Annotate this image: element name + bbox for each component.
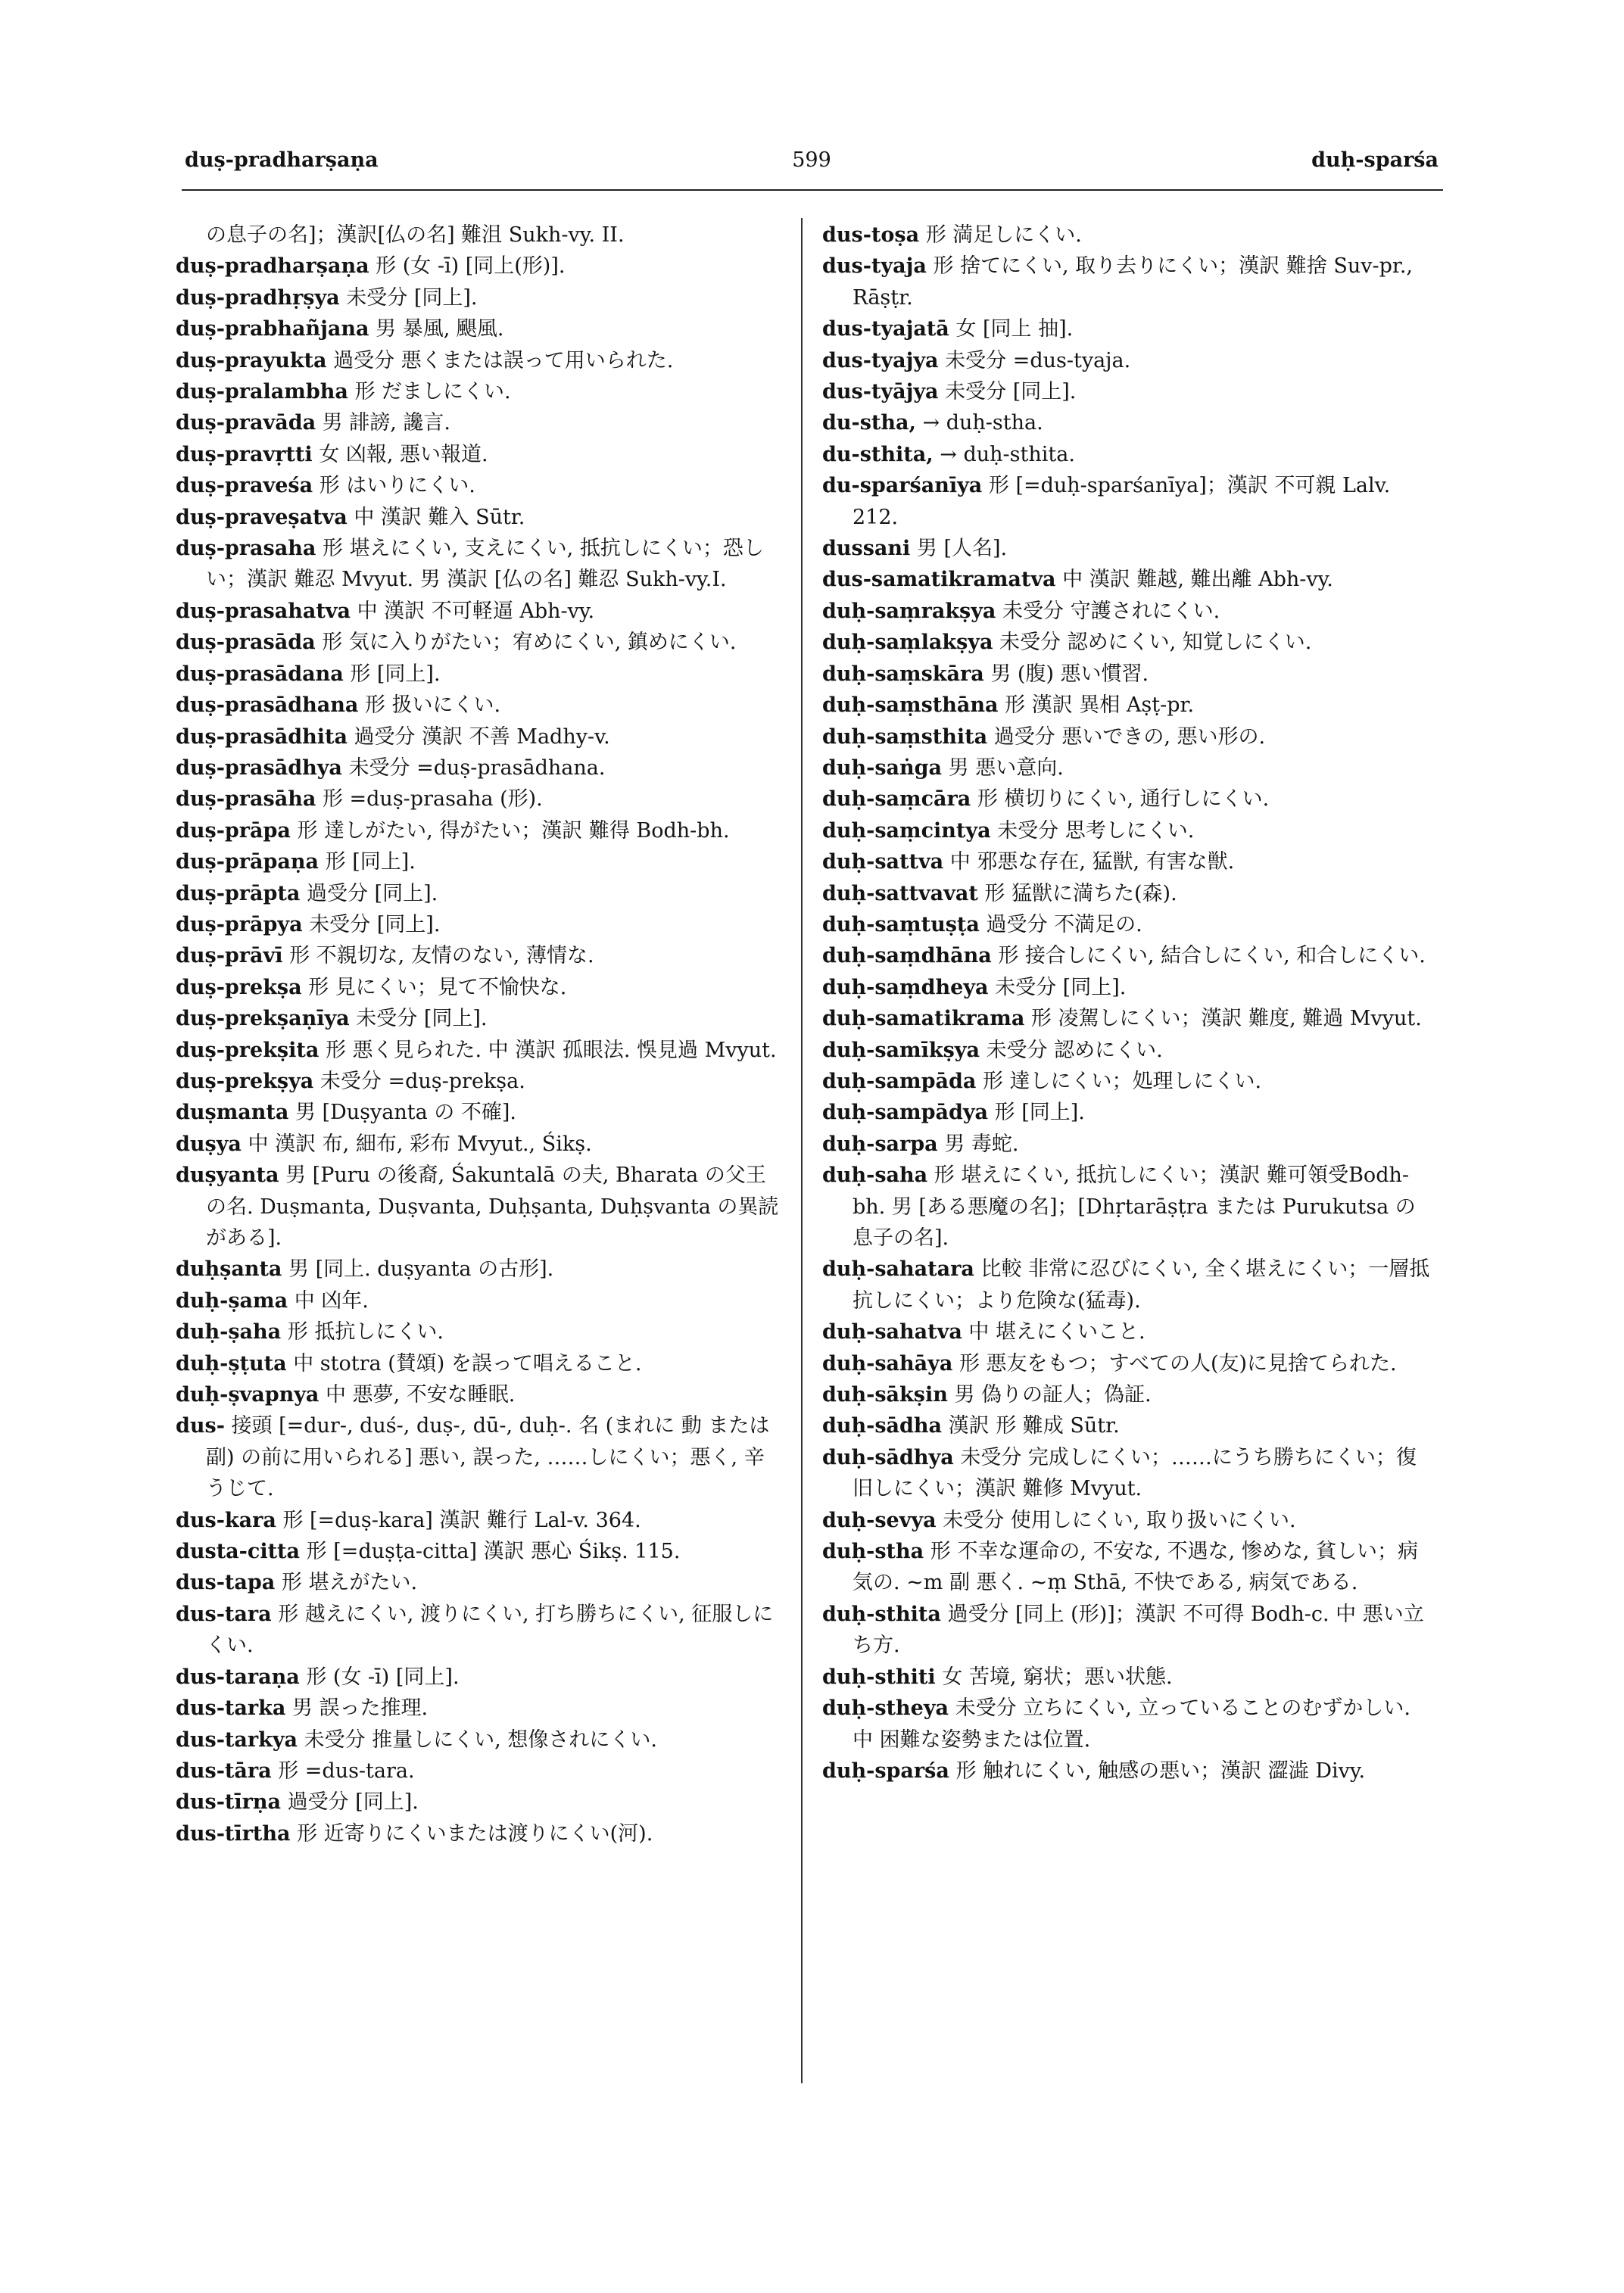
entry-definition: 未受分 [同上]. bbox=[945, 380, 1077, 404]
entry-headword: duṣ-praveśa bbox=[176, 474, 313, 498]
entry-headword: duṣ-prasaha bbox=[176, 537, 316, 561]
dictionary-entry bbox=[176, 1160, 784, 1254]
dictionary-entry bbox=[176, 1285, 784, 1316]
dictionary-entry bbox=[176, 878, 784, 909]
entry-headword: duṣ-prasādhana bbox=[176, 693, 359, 718]
entry-headword: duḥ-sahāya bbox=[822, 1351, 953, 1375]
entry-headword: duḥ-sākṣin bbox=[822, 1383, 948, 1407]
entry-definition: 形 不幸な運命の, 不安な, 不遇な, 惨めな, 貧しい；病気の. ~m 副 悪く. ~ṃ Sthā, 不快である, 病気である. bbox=[853, 1540, 1418, 1595]
entry-headword: dusta-citta bbox=[176, 1540, 301, 1564]
entry-headword: duḥ-ṣama bbox=[176, 1288, 288, 1313]
entry-headword: duṣya bbox=[176, 1132, 242, 1156]
entry-definition: 形 気に入りがたい；宥めにくい, 鎮めにくい. bbox=[322, 631, 737, 655]
left-column bbox=[176, 220, 784, 1849]
entry-headword: duṣ-prayukta bbox=[176, 348, 327, 372]
entry-headword: dus-tarka bbox=[176, 1696, 286, 1721]
entry-headword: duḥ-saṃdheya bbox=[822, 975, 989, 999]
entry-headword: duḥ-saṃlakṣya bbox=[822, 631, 993, 655]
entry-definition: 未受分 認めにくい, 知覚しにくい. bbox=[999, 631, 1312, 655]
dictionary-entry bbox=[822, 596, 1435, 627]
dictionary-entry bbox=[822, 251, 1435, 313]
dictionary-entry bbox=[176, 1567, 784, 1598]
dictionary-entry bbox=[822, 940, 1435, 971]
entry-definition: 形 はいりにくい. bbox=[319, 474, 475, 498]
entry-headword: duḥ-saṃtuṣṭa bbox=[822, 912, 980, 936]
entry-definition: 男 誤った推理. bbox=[291, 1696, 429, 1721]
entry-headword: duṣ-prāpta bbox=[176, 881, 301, 905]
entry-definition: 形 越えにくい, 渡りにくい, 打ち勝ちにくい, 征服しにくい. bbox=[206, 1602, 774, 1658]
entry-definition: 男 毒蛇. bbox=[944, 1132, 1019, 1156]
dictionary-entry bbox=[176, 784, 784, 815]
dictionary-entry bbox=[176, 1505, 784, 1536]
entry-headword: duṣ-prekṣa bbox=[176, 975, 302, 999]
dictionary-entry bbox=[822, 846, 1435, 877]
entry-headword: duḥ-saṃdhāna bbox=[822, 944, 992, 968]
entry-definition: 男 暴風, 颶風. bbox=[376, 317, 504, 341]
header-rule bbox=[182, 189, 1443, 191]
entry-headword: duḥ-stha bbox=[822, 1540, 924, 1564]
dictionary-entry bbox=[822, 564, 1435, 595]
entry-definition: 形 =dus-tara. bbox=[278, 1759, 415, 1783]
entry-headword: duḥ-sattvavat bbox=[822, 881, 978, 905]
entry-headword: duḥṣanta bbox=[176, 1257, 282, 1282]
dictionary-entry bbox=[822, 721, 1435, 752]
entry-headword: dus- bbox=[176, 1414, 225, 1438]
entry-definition: 女 凶報, 悪い報道. bbox=[319, 442, 488, 466]
entry-definition: 中 漢訳 不可軽逼 Abh-vy. bbox=[357, 599, 595, 623]
entry-definition: 中 邪悪な存在, 猛獣, 有害な獣. bbox=[949, 850, 1235, 874]
entry-headword: dus-kara bbox=[176, 1508, 276, 1532]
entry-definition: 形 達しがたい, 得がたい；漢訳 難得 Bodh-bh. bbox=[297, 818, 730, 843]
entry-definition: 女 苦境, 窮状；悪い状態. bbox=[942, 1665, 1173, 1689]
running-head-right: duḥ-sparśa bbox=[1311, 148, 1439, 172]
entry-definition: → duḥ-stha. bbox=[922, 411, 1043, 435]
dictionary-entry bbox=[176, 282, 784, 313]
dictionary-entry bbox=[822, 1599, 1435, 1662]
entry-headword: duḥ-ṣaha bbox=[176, 1320, 282, 1344]
entry-definition: 形 [=duḥ-sparśanīya]；漢訳 不可親 Lalv. 212. bbox=[853, 474, 1391, 529]
dictionary-entry bbox=[822, 220, 1435, 251]
entry-headword: dus-tīrṇa bbox=[176, 1790, 281, 1815]
dictionary-entry bbox=[822, 1379, 1435, 1410]
dictionary-entry bbox=[822, 1003, 1435, 1034]
dictionary-entry bbox=[176, 1003, 784, 1034]
dictionary-entry bbox=[822, 407, 1435, 438]
entry-headword: duṣ-prekṣya bbox=[176, 1069, 314, 1093]
entry-definition: 男 [人名]. bbox=[916, 537, 1008, 561]
dictionary-entry bbox=[822, 376, 1435, 407]
dictionary-entry bbox=[176, 1693, 784, 1724]
entry-headword: duḥ-saṅga bbox=[822, 756, 943, 780]
dictionary-entry bbox=[176, 627, 784, 658]
entry-headword: dus-tyajatā bbox=[822, 317, 949, 341]
entry-headword: duṣ-pradhṛṣya bbox=[176, 285, 340, 310]
dictionary-entry bbox=[822, 439, 1435, 470]
dictionary-entry bbox=[176, 972, 784, 1003]
dictionary-entry bbox=[176, 533, 784, 596]
entry-definition: 未受分 完成しにくい；……にうち勝ちにくい；復旧しにくい；漢訳 難修 Mvyut. bbox=[853, 1445, 1417, 1501]
dictionary-entry bbox=[176, 251, 784, 282]
running-head-left: duṣ-pradharṣaṇa bbox=[185, 148, 379, 172]
entry-definition: 形 堪えがたい. bbox=[281, 1571, 418, 1595]
entry-definition: 中 漢訳 難越, 難出離 Abh-vy. bbox=[1062, 568, 1333, 592]
entry-definition: 未受分 =dus-tyaja. bbox=[945, 348, 1131, 372]
dictionary-entry bbox=[822, 1505, 1435, 1536]
entry-definition: 男 偽りの証人；偽証. bbox=[954, 1383, 1152, 1407]
entry-headword: duṣ-prekṣaṇīya bbox=[176, 1007, 350, 1031]
dictionary-entry bbox=[176, 345, 784, 376]
dictionary-entry bbox=[176, 690, 784, 721]
entry-headword: dus-tara bbox=[176, 1602, 272, 1626]
entry-definition: 中 凶年. bbox=[294, 1288, 369, 1313]
entry-definition: 形 横切りにくい, 通行しにくい. bbox=[977, 787, 1270, 812]
entry-headword: duḥ-sattva bbox=[822, 850, 944, 874]
entry-definition: 形 捨てにくい, 取り去りにくい；漢訳 難捨 Suv-pr., Rāṣṭr. bbox=[853, 254, 1414, 310]
entry-headword: duṣ-pravṛtti bbox=[176, 442, 313, 466]
dictionary-entry bbox=[176, 1066, 784, 1097]
entry-definition: 未受分 思考しにくい. bbox=[997, 818, 1195, 843]
dictionary-entry bbox=[176, 1254, 784, 1285]
entry-headword: duṣ-prāpa bbox=[176, 818, 291, 843]
dictionary-entry bbox=[176, 1348, 784, 1379]
dictionary-entry bbox=[176, 721, 784, 752]
entry-definition: 未受分 [同上]. bbox=[356, 1007, 488, 1031]
dictionary-entry bbox=[176, 220, 784, 251]
entry-definition: 比較 非常に忍びにくい, 全く堪えにくい；一層抵抗しにくい；より危険な(猛毒). bbox=[853, 1257, 1430, 1313]
entry-definition: 形 不親切な, 友情のない, 薄情な. bbox=[289, 944, 594, 968]
entry-definition: 過受分 不満足の. bbox=[986, 912, 1142, 936]
entry-headword: du-sparśanīya bbox=[822, 474, 983, 498]
entry-definition: 未受分 使用しにくい, 取り扱いにくい. bbox=[943, 1508, 1296, 1532]
entry-definition: 形 堪えにくい, 抵抗しにくい；漢訳 難可領受Bodh-bh. 男 [ある悪魔の名]；[Dhṛtarāṣṭra または Purukutsa の息子の名]. bbox=[853, 1164, 1416, 1250]
dictionary-entry bbox=[822, 313, 1435, 344]
dictionary-entry bbox=[822, 470, 1435, 533]
dictionary-entry bbox=[822, 1035, 1435, 1066]
entry-headword: duṣ-pradharṣaṇa bbox=[176, 254, 369, 279]
entry-definition: 漢訳 形 難成 Sūtr. bbox=[948, 1414, 1120, 1438]
dictionary-entry bbox=[176, 752, 784, 784]
dictionary-entry bbox=[176, 909, 784, 940]
entry-headword: duḥ-saṃcintya bbox=[822, 818, 991, 843]
entry-headword: duṣ-prāpya bbox=[176, 912, 303, 936]
entry-headword: duḥ-ṣvapnya bbox=[176, 1383, 320, 1407]
entry-headword: duṣ-pralambha bbox=[176, 380, 348, 404]
entry-headword: duḥ-samīkṣya bbox=[822, 1038, 980, 1062]
dictionary-entry bbox=[822, 1442, 1435, 1505]
entry-definition: 男 [Duṣyanta の 不確]. bbox=[295, 1101, 516, 1125]
entry-definition: 男 誹謗, 讒言. bbox=[322, 411, 451, 435]
entry-headword: duṣmanta bbox=[176, 1101, 289, 1125]
entry-definition: 過受分 悪くまたは誤って用いられた. bbox=[333, 348, 674, 372]
dictionary-entry bbox=[176, 815, 784, 846]
dictionary-entry bbox=[176, 1662, 784, 1693]
page-number: 599 bbox=[792, 148, 831, 172]
right-column bbox=[822, 220, 1435, 1787]
dictionary-entry bbox=[822, 627, 1435, 658]
entry-headword: dus-tyājya bbox=[822, 380, 939, 404]
entry-headword: dus-samatikramatva bbox=[822, 568, 1056, 592]
entry-definition: 中 漢訳 難入 Sūtr. bbox=[354, 505, 525, 529]
entry-definition: 過受分 [同上]. bbox=[306, 881, 438, 905]
entry-definition: 形 猛獣に満ちた(森). bbox=[984, 881, 1177, 905]
entry-headword: dus-tīrtha bbox=[176, 1821, 291, 1846]
entry-headword: duṣ-pravāda bbox=[176, 411, 316, 435]
entry-definition: 未受分 [同上]. bbox=[346, 285, 478, 310]
entry-definition: 未受分 守護されにくい. bbox=[1002, 599, 1220, 623]
entry-definition: 男 悪い意向. bbox=[948, 756, 1064, 780]
entry-definition: 未受分 推量しにくい, 想像されにくい. bbox=[304, 1728, 657, 1752]
dictionary-entry bbox=[822, 1316, 1435, 1347]
entry-definition: → duḥ-sthita. bbox=[940, 442, 1075, 466]
dictionary-entry bbox=[822, 1410, 1435, 1441]
entry-headword: duḥ-saha bbox=[822, 1164, 928, 1188]
entry-headword: duṣ-prekṣita bbox=[176, 1038, 320, 1062]
dictionary-entry bbox=[822, 815, 1435, 846]
dictionary-entry bbox=[176, 1129, 784, 1160]
entry-definition: 形 漢訳 異相 Aṣṭ-pr. bbox=[1005, 693, 1195, 718]
entry-definition: 過受分 [同上 (形)]；漢訳 不可得 Bodh-c. 中 悪い立ち方. bbox=[853, 1602, 1424, 1658]
entry-definition: 過受分 漢訳 不善 Madhy-v. bbox=[354, 724, 610, 749]
entry-headword: duḥ-sparśa bbox=[822, 1759, 949, 1783]
entry-definition: 形 満足しにくい. bbox=[925, 223, 1082, 247]
entry-definition: 未受分 認めにくい. bbox=[986, 1038, 1163, 1062]
entry-headword: dus-tāra bbox=[176, 1759, 272, 1783]
entry-definition: 接頭 [=dur-, duś-, duṣ-, dū-, duḥ-. 名 (まれに 動 または 副) の前に用いられる] 悪い, 誤った, ……しにくい；悪く, 辛うじて. bbox=[206, 1414, 770, 1501]
dictionary-entry bbox=[176, 1316, 784, 1347]
dictionary-entry bbox=[176, 1724, 784, 1756]
entry-definition: 形 [同上]. bbox=[994, 1101, 1085, 1125]
entry-headword: duṣ-prasahatva bbox=[176, 599, 351, 623]
dictionary-entry bbox=[176, 1536, 784, 1567]
entry-definition: 未受分 [同上]. bbox=[309, 912, 441, 936]
dictionary-entry bbox=[176, 596, 784, 627]
entry-definition: 男 (腹) 悪い慣習. bbox=[990, 662, 1149, 686]
dictionary-entry bbox=[822, 784, 1435, 815]
entry-definition: 中 悪夢, 不安な睡眠. bbox=[326, 1383, 516, 1407]
entry-headword: duṣ-prasādana bbox=[176, 662, 344, 686]
entry-definition: 未受分 =duṣ-prekṣa. bbox=[320, 1069, 525, 1093]
entry-headword: duḥ-stheya bbox=[822, 1696, 949, 1721]
entry-definition: 形 接合しにくい, 結合しにくい, 和合しにくい. bbox=[998, 944, 1426, 968]
entry-headword: du-stha, bbox=[822, 411, 916, 435]
dictionary-entry bbox=[822, 752, 1435, 784]
entry-headword: duḥ-sevya bbox=[822, 1508, 937, 1532]
dictionary-entry bbox=[176, 313, 784, 344]
entry-headword: duḥ-saṃsthita bbox=[822, 724, 988, 749]
entry-headword: duḥ-sarpa bbox=[822, 1132, 938, 1156]
dictionary-entry bbox=[176, 470, 784, 501]
dictionary-entry bbox=[822, 1348, 1435, 1379]
dictionary-entry bbox=[176, 1410, 784, 1504]
entry-definition: 形 扱いにくい. bbox=[364, 693, 501, 718]
entry-headword: duḥ-sahatara bbox=[822, 1257, 974, 1282]
entry-headword: duṣ-prāpaṇa bbox=[176, 850, 320, 874]
entry-definition: 形 [=duṣ-kara] 漢訳 難行 Lal-v. 364. bbox=[282, 1508, 641, 1532]
entry-definition: 女 [同上 抽]. bbox=[955, 317, 1074, 341]
entry-definition: 過受分 [同上]. bbox=[287, 1790, 419, 1815]
entry-headword: duḥ-saṃskāra bbox=[822, 662, 984, 686]
dictionary-entry bbox=[822, 1756, 1435, 1787]
entry-headword: duḥ-sahatva bbox=[822, 1320, 962, 1344]
dictionary-entry bbox=[176, 1599, 784, 1662]
dictionary-entry bbox=[822, 1254, 1435, 1316]
entry-definition: 形 凌駕しにくい；漢訳 難度, 難過 Mvyut. bbox=[1030, 1007, 1422, 1031]
dictionary-entry bbox=[176, 376, 784, 407]
entry-headword: duṣ-praveṣatva bbox=[176, 505, 348, 529]
dictionary-entry bbox=[822, 1160, 1435, 1254]
dictionary-entry bbox=[822, 972, 1435, 1003]
entry-definition: の息子の名]；漢訳[仏の名] 難沮 Sukh-vy. II. bbox=[206, 223, 625, 247]
entry-headword: duṣ-prasāha bbox=[176, 787, 316, 812]
dictionary-entry bbox=[822, 1693, 1435, 1756]
entry-definition: 男 [同上. duṣyanta の古形]. bbox=[288, 1257, 554, 1282]
dictionary-entry bbox=[822, 1129, 1435, 1160]
dictionary-entry bbox=[176, 940, 784, 971]
dictionary-entry bbox=[176, 659, 784, 690]
dictionary-entry bbox=[822, 1662, 1435, 1693]
entry-headword: duṣ-prasādhya bbox=[176, 756, 342, 780]
entry-definition: 形 触れにくい, 触感の悪い；漢訳 澀澁 Divy. bbox=[955, 1759, 1366, 1783]
entry-definition: 形 [=duṣṭa-citta] 漢訳 悪心 Śikṣ. 115. bbox=[306, 1540, 681, 1564]
dictionary-entry bbox=[176, 1818, 784, 1849]
running-header bbox=[185, 148, 1439, 186]
dictionary-entry bbox=[176, 1756, 784, 1787]
entry-headword: duḥ-saṃrakṣya bbox=[822, 599, 996, 623]
dictionary-entry bbox=[822, 878, 1435, 909]
dictionary-entry bbox=[822, 533, 1435, 564]
dictionary-entry bbox=[822, 1536, 1435, 1599]
entry-definition: 形 =duṣ-prasaha (形). bbox=[322, 787, 543, 812]
entry-definition: 過受分 悪いできの, 悪い形の. bbox=[993, 724, 1266, 749]
entry-definition: 形 抵抗しにくい. bbox=[287, 1320, 444, 1344]
entry-definition: 形 [同上]. bbox=[325, 850, 416, 874]
entry-headword: dus-tyajya bbox=[822, 348, 939, 372]
dictionary-entry bbox=[176, 1097, 784, 1128]
dictionary-entry bbox=[176, 407, 784, 438]
entry-headword: dus-tarkya bbox=[176, 1728, 298, 1752]
dictionary-entry bbox=[822, 659, 1435, 690]
entry-definition: 形 [同上]. bbox=[350, 662, 441, 686]
entry-headword: duḥ-sādhya bbox=[822, 1445, 954, 1469]
entry-headword: duḥ-sampāda bbox=[822, 1069, 977, 1093]
entry-definition: 形 堪えにくい, 支えにくい, 抵抗しにくい；恐しい；漢訳 難忍 Mvyut. 男 漢訳 [仏の名] 難忍 Sukh-vy.I. bbox=[206, 537, 764, 592]
entry-definition: 形 (女 -ī) [同上]. bbox=[306, 1665, 460, 1689]
dictionary-entry bbox=[822, 909, 1435, 940]
entry-headword: dus-taraṇa bbox=[176, 1665, 300, 1689]
entry-definition: 中 漢訳 布, 細布, 彩布 Mvyut., Śikṣ. bbox=[248, 1132, 592, 1156]
entry-headword: duḥ-sthita bbox=[822, 1602, 941, 1626]
dictionary-entry bbox=[176, 846, 784, 877]
entry-headword: duḥ-sthiti bbox=[822, 1665, 936, 1689]
entry-definition: 未受分 立ちにくい, 立っていることのむずかしい. 中 困難な姿勢または位置. bbox=[853, 1696, 1410, 1752]
entry-headword: duḥ-sampādya bbox=[822, 1101, 989, 1125]
dictionary-entry bbox=[822, 690, 1435, 721]
dictionary-entry bbox=[176, 502, 784, 533]
entry-definition: 形 悪く見られた. 中 漢訳 孤眼法. 悞見過 Mvyut. bbox=[325, 1038, 777, 1062]
entry-headword: duṣ-prāvī bbox=[176, 944, 283, 968]
entry-definition: 未受分 =duṣ-prasādhana. bbox=[348, 756, 606, 780]
entry-definition: 形 近寄りにくいまたは渡りにくい(河). bbox=[297, 1821, 653, 1846]
dictionary-entry bbox=[822, 1097, 1435, 1128]
entry-definition: 中 堪えにくいこと. bbox=[968, 1320, 1146, 1344]
dictionary-entry bbox=[176, 1379, 784, 1410]
entry-headword: dus-tapa bbox=[176, 1571, 276, 1595]
entry-definition: 形 見にくい；見て不愉快な. bbox=[308, 975, 567, 999]
entry-headword: dus-tyaja bbox=[822, 254, 927, 279]
entry-headword: duḥ-samatikrama bbox=[822, 1007, 1025, 1031]
dictionary-entry bbox=[176, 1787, 784, 1818]
column-divider bbox=[801, 218, 803, 2083]
entry-headword: duḥ-saṃcāra bbox=[822, 787, 971, 812]
entry-definition: 形 (女 -ī) [同上(形)]. bbox=[376, 254, 566, 279]
entry-headword: du-sthita, bbox=[822, 442, 934, 466]
entry-headword: duṣ-prasādhita bbox=[176, 724, 348, 749]
entry-headword: dus-toṣa bbox=[822, 223, 920, 247]
entry-headword: duṣ-prasāda bbox=[176, 631, 316, 655]
dictionary-entry bbox=[176, 439, 784, 470]
entry-definition: 形 だましにくい. bbox=[354, 380, 511, 404]
entry-definition: 未受分 [同上]. bbox=[995, 975, 1127, 999]
dictionary-entry bbox=[176, 1035, 784, 1066]
dictionary-entry bbox=[822, 345, 1435, 376]
entry-headword: duṣyanta bbox=[176, 1164, 279, 1188]
entry-headword: duṣ-prabhañjana bbox=[176, 317, 369, 341]
dictionary-entry bbox=[822, 1066, 1435, 1097]
entry-headword: duḥ-sādha bbox=[822, 1414, 943, 1438]
entry-definition: 形 達しにくい；処理しにくい. bbox=[982, 1069, 1262, 1093]
entry-definition: 中 stotra (賛頌) を誤って唱えること. bbox=[293, 1351, 642, 1375]
entry-definition: 形 悪友をもつ；すべての人(友)に見捨てられた. bbox=[959, 1351, 1397, 1375]
entry-definition: 男 [Puru の後裔, Śakuntalā の夫, Bharata の父王の名. Duṣmanta, Duṣvanta, Duḥṣanta, Duḥṣvanta の異読がある]. bbox=[206, 1164, 779, 1250]
entry-headword: dussani bbox=[822, 537, 911, 561]
entry-headword: duḥ-saṃsthāna bbox=[822, 693, 999, 718]
entry-headword: duḥ-ṣṭuta bbox=[176, 1351, 287, 1375]
